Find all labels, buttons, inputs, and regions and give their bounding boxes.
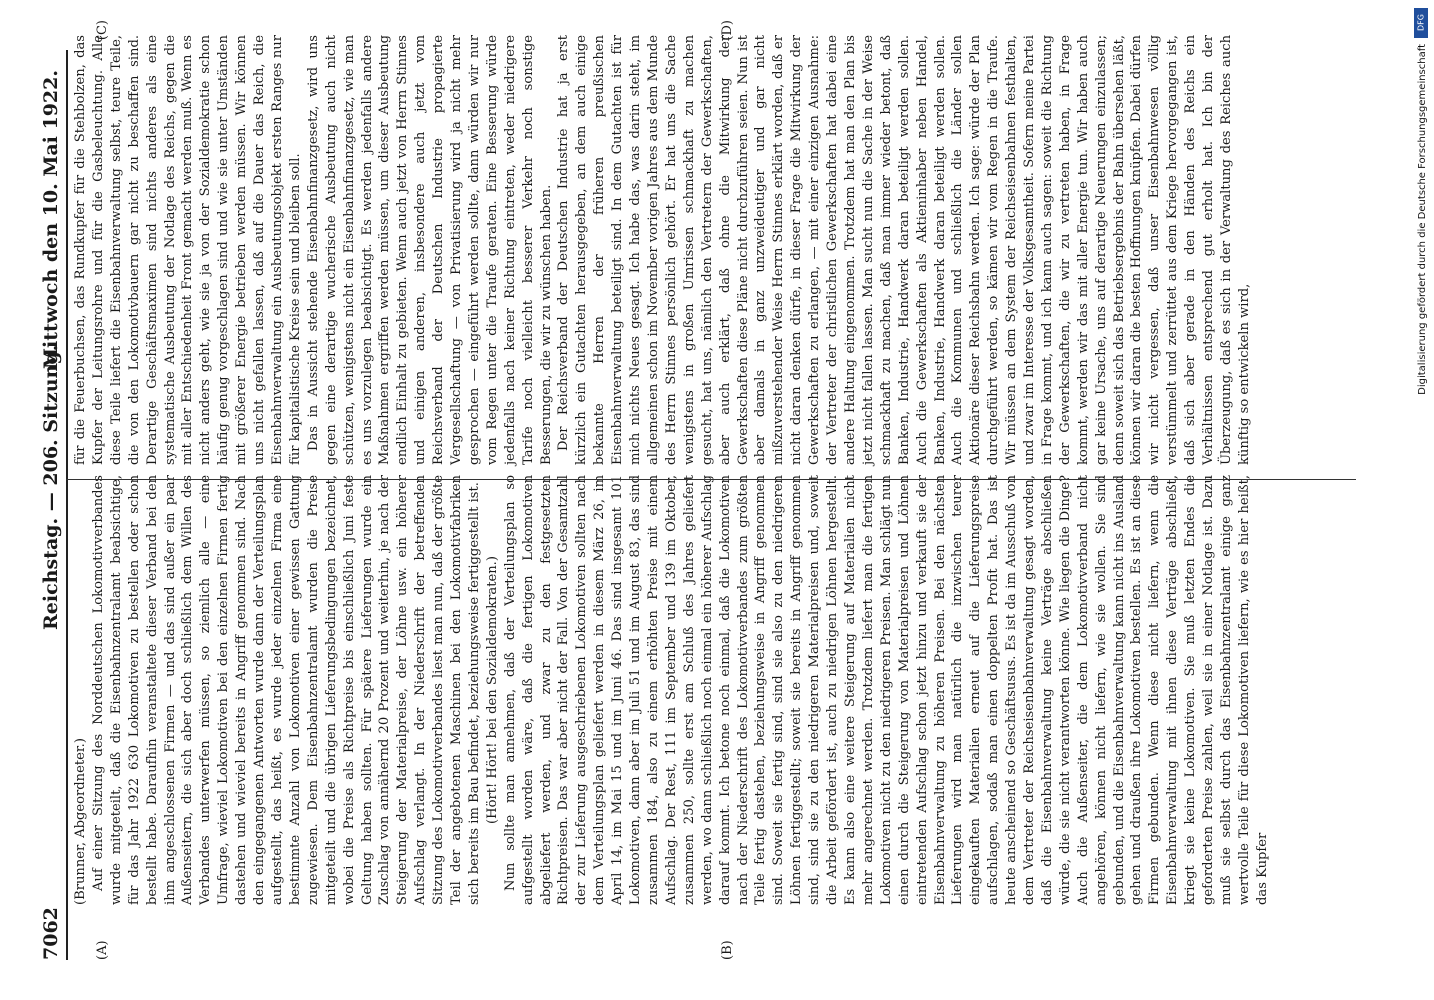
margin-marker-b: (B) <box>720 940 735 960</box>
funding-notice: Digitalisierung gefördert durch die Deutsche Forschungsgemeinschaft <box>1417 44 1428 395</box>
margin-marker-d: (D) <box>720 20 735 41</box>
paragraph: Auf einer Sitzung des Norddeutschen Lokomotivverbandes wurde mitgeteilt, daß die Eisenbahnzentralamt beabsichtige, für das Jahr 1922 630 Lokomotiven zu bestellen oder schon bestellt habe. Daraufhin veranstaltete dieser Verband bei den ihm angeschlossenen Firmen — und das sind außer ein paar Außenseitern, die sich aber doch schließlich dem Willen des Verbandes unterwerfen müssen, so ziemlich alle — eine Umfrage, wieviel Lokomotiven bei den einzelnen Firmen fertig dastehen und wieviel bereits in Angriff genommen sind. Nach den eingegangenen Antworten wurde dann der Verteilungsplan aufgestellt, das heißt, es wurde jeder einzelnen Firma eine bestimmte Anzahl von Lokomotiven einer gewissen Gattung zugewiesen. Dem Eisenbahnzentralamt wurden die Preise mitgeteilt und die übrigen Lieferungsbedingungen bezeichnet, wobei die Preise als Richtpreise bis einschließlich Juni feste Geltung haben sollten. Für spätere Lieferungen wurde ein Zuschlag von annähernd 20 Prozent und weiterhin, je nach der Steigerung der Materialpreise, der Löhne usw. ein höherer Aufschlag verlangt. In der Niederschrift der betreffenden Sitzung des Lokomotivverbandes liest man nun, daß der größte Teil der angebotenen Maschinen bei den Lokomotivfabriken sich bereits im Bau befindet, beziehungsweise fertiggestellt ist. <box>90 475 482 905</box>
paragraph: Nun sollte man annehmen, daß der Verteilungsplan so aufgestellt worden wäre, daß die fertigen Lokomotiven abgeliefert werden, und zwar zu den festgesetzten Richtpreisen. Das war aber nicht der Fall. Von der Gesamtzahl der zur Lieferung ausgeschriebenen Lokomotiven sollten nach dem Verteilungsplan geliefert werden in diesem März 26, im April 14, im Mai 15 und im Juni 46. Das sind insgesamt 101 Lokomotiven, dann aber im Juli 51 und im August 83, das sind zusammen 184, also zu einem erhöhten Preise mit einem Aufschlag. Der Rest, 111 im September und 139 im Oktober, zusammen 250, sollte erst am Schluß des Jahres geliefert werden, wo dann schließlich noch einmal ein höherer Aufschlag darauf kommt. Ich betone noch einmal, daß die Lokomotiven nach der Niederschrift des Lokomotivverbandes zum größten Teile fertig dastehen, beziehungsweise in Angriff genommen sind. Soweit sie fertig sind, sind sie also zu den niedrigeren Löhnen fertiggestellt; soweit sie bereits in Angriff genommen sind, sind sie zu den niedrigeren Materialpreisen und, soweit die Arbeit gefördert ist, auch zu niedrigen Löhnen hergestellt. Es kann also eine weitere Steigerung auf Materialien nicht mehr angerechnet werden. Trotzdem liefert man die fertigen Lokomotiven nicht zu den niedrigeren Preisen. Man schlägt nun einen durch die Steigerung von Materialpreisen und Löhnen eintretenden Aufschlag schon jetzt hinzu und verkauft sie der Eisenbahnverwaltung zu höheren Preisen. Bei den nächsten Lieferungen wird man natürlich die inzwischen teurer eingekauften Materialien erneut auf die Lieferungspreise aufschlagen, sodaß man einen doppelten Profit hat. Das ist heute anscheinend so Geschäftsusus. Es ist da im Ausschuß von dem Vertreter der Reichseisenbahnverwaltung gesagt worden, daß die Eisenbahnverwaltung keine Verträge abschließen würde, die sie nicht verantworten könne. Wie liegen die Dinge? Auch die Außenseiter, die dem Lokomotivverband nicht angehören, können nicht liefern, wie sie wollen. Sie sind gebunden, und die Eisenbahnverwaltung kann nicht ins Ausland gehen und draußen ihre Lokomotiven bestellen. Es ist an diese Firmen gebunden. Wenn diese nicht liefern, wenn die Eisenbahnverwaltung mit ihnen diese Verträge abschließt, kriegt sie keine Lokomotiven. Sie muß letzten Endes die geforderten Preise zahlen, weil sie in einer Notlage ist. Dazu muß sie selbst durch das Eisenbahnzentralamt einige ganz wertvolle Teile für diese Lokomotiven liefern, wie es hier heißt, das Kupfer <box>502 475 1270 905</box>
margin-marker-a: (A) <box>95 940 110 960</box>
session-title: Reichstag. — 206. Sitzung. <box>40 344 62 630</box>
paragraph: für die Feuerbuchsen, das Rundkupfer für die Stehbolzen, das Kupfer der Leitungsrohre und für die Gasbeleuchtung. Alle diese Teile liefert die Eisenbahnverwaltung selbst, teure Teile, die von den Lokomotivbauern gar nicht zu beschaffen sind. Derartige Geschäftsmaximen sind nichts anderes als eine systematische Ausbeutung der Notlage des Reichs, gegen die mit aller Entschiedenheit Front gemacht werden muß. Wenn es nicht anders geht, wie sie ja von der Sozialdemokratie schon häufig genug vorgeschlagen sind und wie sie unter Umständen mit größerer Energie betrieben werden müssen. Wir können uns nicht gefallen lassen, daß auf die Dauer das Reich, die Eisenbahnverwaltung ein Ausbeutungsobjekt ersten Ranges nur für kapitalistische Kreise sein und bleiben soll. <box>73 35 303 465</box>
speaker-line: (Brunner, Abgeordneter.) <box>73 738 88 905</box>
page-number: 7062 <box>40 907 62 960</box>
paragraph: Das in Aussicht stehende Eisenbahnfinanzgesetz, wird uns gegen eine derartige wucherische Ausbeutung auch nicht schützen, wenigstens nicht ein Eisenbahnfinanzgesetz, wie man es uns vorzulegen beabsichtigt. Es werden jedenfalls andere Maßnahmen ergriffen werden müssen, um dieser Ausbeutung endlich Einhalt zu gebieten. Wenn auch jetzt von Herrn Stinnes und einigen anderen, insbesondere auch jetzt vom Reichsverband der Deutschen Industrie propagierte Vergesellschaftung — von Privatisierung wird ja nicht mehr gesprochen — eingeführt werden sollte, dann würden wir nur vom Regen unter die Traufe geraten. Eine Besserung würde jedenfalls nach keiner Richtung eintreten, weder niedrigere Tarife noch vielleicht besserer Verkehr noch sonstige Besserungen, die wir zu wünschen haben. <box>305 35 554 465</box>
margin-marker-c: (C) <box>95 20 110 41</box>
right-column <box>72 35 1254 465</box>
interjection: (Hört! Hört! bei den Sozialdemokraten.) <box>484 556 500 824</box>
column-divider <box>66 479 1356 480</box>
paragraph: Der Reichsverband der Deutschen Industrie hat ja erst kürzlich ein Gutachten herausgegeben, an dem auch einige bekannte Herren der früheren preußischen Eisenbahnverwaltung beteiligt sind. In dem Gutachten ist für mich nichts Neues gesagt. Ich habe das, was darin steht, im allgemeinen schon im November vorigen Jahres aus dem Munde des Herrn Stinnes persönlich gehört. Er hat uns die Sache wenigstens in großen Umrissen schmackhaft zu machen gesucht, hat uns, nämlich den Vertretern der Gewerkschaften, aber auch erklärt, daß ohne die Mitwirkung der Gewerkschaften diese Pläne nicht durchzuführen seien. Nun ist aber damals in ganz unzweideutiger und gar nicht mißzuverstehender Weise Herrn Stinnes erklärt worden, daß er nicht daran denken dürfe, in dieser Frage die Mitwirkung der Gewerkschaften zu erlangen, — mit einer einzigen Ausnahme: der Vertreter der christlichen Gewerkschaften hat dabei eine andere Haltung eingenommen. Trotzdem hat man den Plan bis jetzt nicht fallen lassen. Man sucht nun die Sache in der Weise schmackhaft zu machen, daß man immer wieder betont, daß Banken, Industrie, Handwerk daran beteiligt werden sollen. Auch die Gewerkschaften als Aktieninhaber neben Handel, Banken, Industrie, Handwerk daran beteiligt werden sollen. Auch die Kommunen und schließlich die Länder sollen Aktionäre dieser Reichsbahn werden. Ich sage: würde der Plan durchgeführt werden, so kämen wir vom Regen in die Traufe. Wir müssen an dem System der Reichseisenbahnen festhalten, und zwar im Interesse der Volksgesamtheit. Sofern meine Partei in Frage kommt, und ich kann auch sagen: soweit die Richtung der Gewerkschaften, die wir zu vertreten haben, in Frage kommt, werden wir das mit aller Energie tun. Wir haben auch gar keine Ursache, uns auf derartige Neuerungen einzulassen; denn soweit sich das Betriebsergebnis der Bahn übersehen läßt, können wir daran die besten Hoffnungen knüpfen. Dabei dürfen wir nicht vergessen, daß unser Eisenbahnwesen völlig verstümmelt und zerrüttet aus dem Kriege hervorgegangen ist, daß sich aber gerade in den Händen des Reichs ein Verhältnissen entsprechend gut erholt hat. Ich bin der Überzeugung, daß es sich in der Verwaltung des Reiches auch künftig so entwickeln wird, <box>556 35 1252 465</box>
header-rule <box>66 50 68 960</box>
dfg-logo: DFG <box>1414 8 1428 38</box>
left-column <box>72 475 1272 905</box>
session-date: Mittwoch den 10. Mai 1922. <box>40 70 62 369</box>
funding-sidebar <box>1410 0 1430 1000</box>
